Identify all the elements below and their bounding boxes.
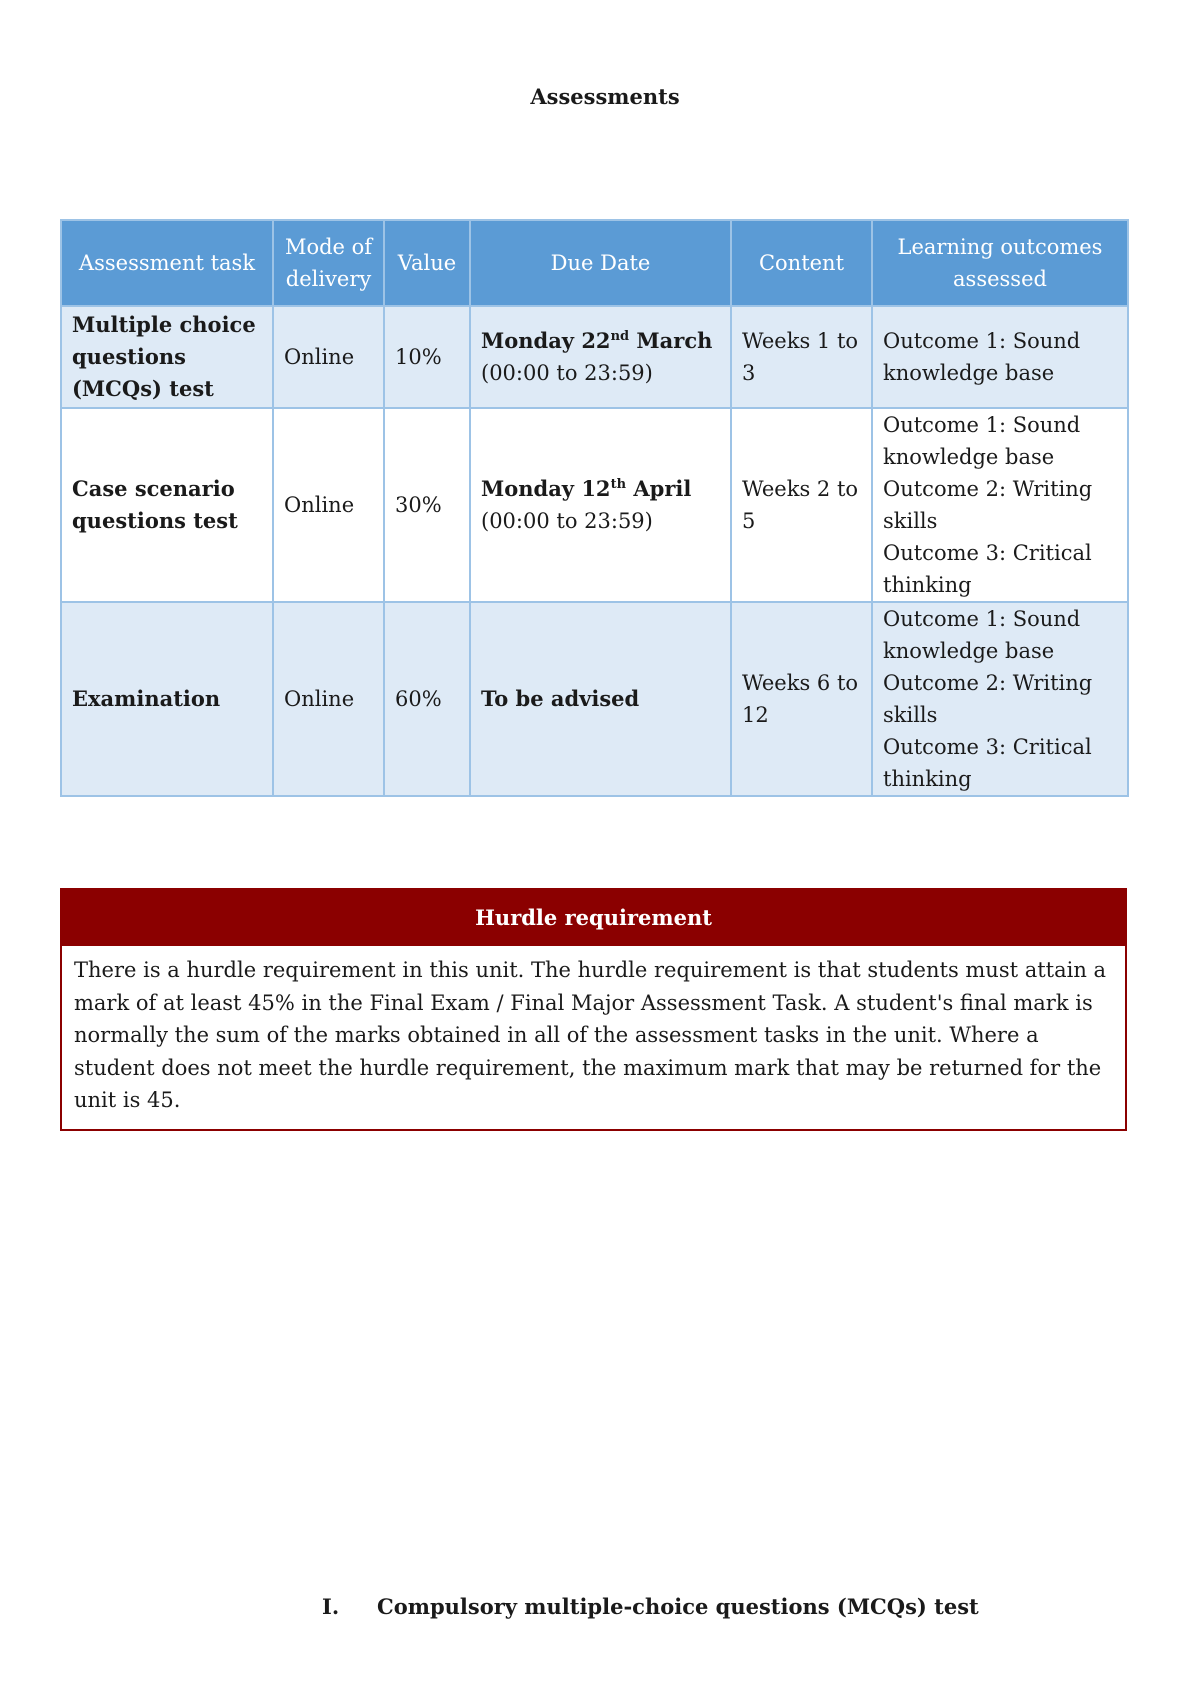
outcome-item: Outcome 3: Critical thinking <box>883 541 1092 597</box>
due-day: Monday 12 <box>481 476 611 501</box>
due-date-cell <box>470 306 731 408</box>
content-cell: Weeks 6 to 12 <box>731 602 872 796</box>
outcome-item: Outcome 2: Writing skills <box>883 477 1093 533</box>
mode-cell: Online <box>273 602 384 796</box>
due-ordinal: th <box>610 477 627 492</box>
outcomes-cell <box>872 602 1128 796</box>
header-due-date: Due Date <box>470 220 731 306</box>
table-row <box>61 306 1128 408</box>
value-cell: 60% <box>384 602 470 796</box>
table-row <box>61 602 1128 796</box>
value-cell: 10% <box>384 306 470 408</box>
outcome-item: Outcome 1: Sound knowledge base <box>883 413 1081 469</box>
header-mode-of-delivery: Mode of delivery <box>273 220 384 306</box>
due-month: March <box>629 328 713 353</box>
due-ordinal: nd <box>610 329 630 344</box>
hurdle-title: Hurdle requirement <box>62 890 1125 946</box>
outcomes-cell <box>872 306 1128 408</box>
mode-cell: Online <box>273 306 384 408</box>
content-cell: Weeks 2 to 5 <box>731 408 872 602</box>
page-title: Assessments <box>530 84 680 109</box>
header-value: Value <box>384 220 470 306</box>
due-date-line <box>481 473 720 505</box>
task-cell: Examination <box>61 602 273 796</box>
outcomes-cell <box>872 408 1128 602</box>
due-date-cell <box>470 408 731 602</box>
task-cell: Case scenario questions test <box>61 408 273 602</box>
task-cell: Multiple choice questions (MCQs) test <box>61 306 273 408</box>
mode-cell: Online <box>273 408 384 602</box>
hurdle-text: There is a hurdle requirement in this unit. The hurdle requirement is that students must attain a mark of at least 45% in the Final Exam / Final Major Assessment Task. A student's final mark is normally the sum of the marks obtained in all of the assessment tasks in the unit. Where a student does not meet the hurdle requirement, the maximum mark that may be returned for the unit is 45. <box>74 958 1107 1112</box>
section-number: I. <box>322 1594 340 1619</box>
content-cell: Weeks 1 to 3 <box>731 306 872 408</box>
table-row <box>61 408 1128 602</box>
value-cell: 30% <box>384 408 470 602</box>
table-header-row <box>61 220 1128 306</box>
header-assessment-task: Assessment task <box>61 220 273 306</box>
outcome-item: Outcome 2: Writing skills <box>883 671 1093 727</box>
hurdle-requirement-box <box>60 888 1127 1131</box>
outcome-item: Outcome 1: Sound knowledge base <box>883 329 1081 385</box>
due-day: Monday 22 <box>481 328 611 353</box>
due-date-cell: To be advised <box>470 602 731 796</box>
section-title: Compulsory multiple-choice questions (MCQs) test <box>377 1594 979 1619</box>
due-time: (00:00 to 23:59) <box>481 361 653 385</box>
due-date-line <box>481 325 720 357</box>
outcome-item: Outcome 1: Sound knowledge base <box>883 607 1081 663</box>
header-learning-outcomes: Learning outcomes assessed <box>872 220 1128 306</box>
due-month: April <box>626 476 692 501</box>
outcome-item: Outcome 3: Critical thinking <box>883 735 1092 791</box>
section-heading <box>322 1594 979 1619</box>
due-time: (00:00 to 23:59) <box>481 509 653 533</box>
assessment-table <box>60 219 1129 797</box>
header-content: Content <box>731 220 872 306</box>
